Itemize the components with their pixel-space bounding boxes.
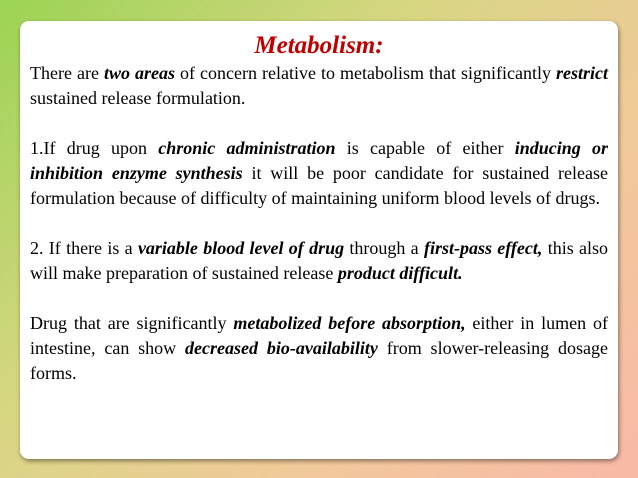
point-1-emphasis-1: chronic administration [158, 138, 336, 158]
intro-text-3: sustained release formulation. [30, 88, 246, 108]
intro-text-2: of concern relative to metabolism that significantly [175, 63, 556, 83]
slide-title: Metabolism: [254, 32, 384, 59]
point-1-text-2: is capable of either [335, 138, 515, 158]
point-2-emphasis-3: product difficult. [337, 263, 463, 283]
slide-content-card [20, 21, 618, 459]
intro-text-1: There are [30, 63, 104, 83]
point-1-emphasis-2: inducing or inhibition enzyme synthesis [30, 138, 608, 183]
paragraph-spacer [30, 211, 608, 236]
closing-text-1: Drug that are significantly [30, 313, 234, 333]
closing-emphasis-1: metabolized before absorption, [233, 313, 466, 333]
point-1-paragraph [30, 136, 608, 211]
point-1-text-1: 1.If drug upon [30, 138, 159, 158]
paragraph-spacer [30, 111, 608, 136]
point-2-emphasis-1: variable blood level of drug [137, 238, 345, 258]
closing-text-2: either in lumen of intestine, can show [30, 313, 608, 358]
paragraph-spacer [30, 286, 608, 311]
intro-emphasis-1: two areas [103, 63, 175, 83]
point-2-paragraph [30, 236, 608, 286]
closing-paragraph [30, 311, 608, 386]
point-2-emphasis-2: first-pass effect, [423, 238, 543, 258]
intro-paragraph [30, 61, 608, 111]
point-2-text-1: 2. If there is a [30, 238, 138, 258]
point-1-text-3: it will be poor candidate for sustained release formulation because of difficulty of maintaining uniform blood levels of drugs. [30, 163, 608, 208]
point-2-text-2: through a [344, 238, 424, 258]
closing-text-3: from slower-releasing dosage forms. [30, 338, 608, 383]
closing-emphasis-2: decreased bio-availability [185, 338, 378, 358]
point-2-text-3: this also will make preparation of sustained release [30, 238, 608, 283]
intro-emphasis-2: restrict [556, 63, 608, 83]
